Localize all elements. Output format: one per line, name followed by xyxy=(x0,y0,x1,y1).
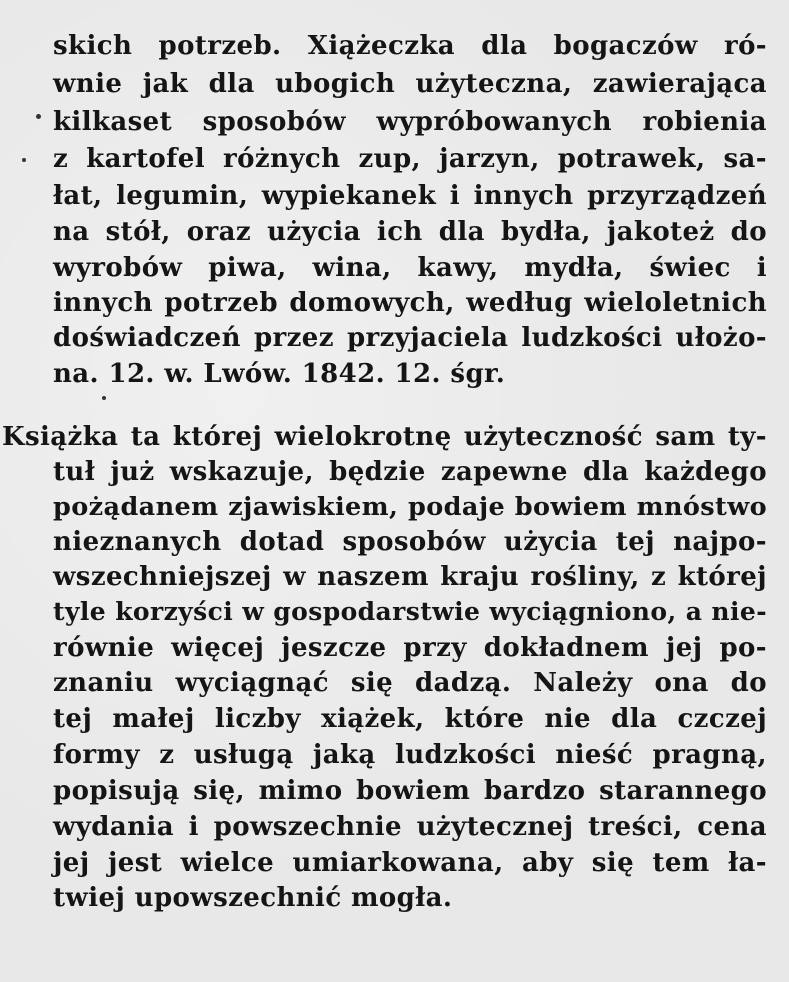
review-line: tuł już wskazuje, będzie zapewne dla każdego xyxy=(53,457,767,487)
review-line: równie więcej jeszcze przy dokładnem jej po- xyxy=(53,633,767,663)
entry-line: wnie jak dla ubogich użyteczna, zawierająca xyxy=(53,69,767,99)
review-line: wydania i powszechnie użytecznej treści, cena xyxy=(53,812,767,842)
ink-speck xyxy=(22,158,26,162)
entry-line: innych potrzeb domowych, według wieloletnich xyxy=(53,288,767,318)
review-line: popisują się, mimo bowiem bardzo starannego xyxy=(53,776,767,806)
entry-line: łat, legumin, wypiekanek i innych przyrządzeń xyxy=(53,181,767,211)
review-line: twiej upowszechnić mogła. xyxy=(53,883,453,913)
entry-line: na stół, oraz użycia ich dla bydła, jakoteż do xyxy=(53,217,767,247)
review-line: tyle korzyści w gospodarstwie wyciągniono, a nie- xyxy=(53,597,767,626)
review-line: jej jest wielce umiarkowana, aby się tem ła- xyxy=(53,848,767,878)
ink-speck xyxy=(102,396,106,400)
entry-line: wyrobów piwa, wina, kawy, mydła, świec i xyxy=(53,253,767,283)
entry-line: skich potrzeb. Xiążeczka dla bogaczów ró- xyxy=(53,31,767,61)
ink-speck xyxy=(36,114,41,119)
entry-line: na. 12. w. Lwów. 1842. 12. śgr. xyxy=(53,359,506,389)
review-line: znaniu wyciągnąć się dadzą. Należy ona do xyxy=(53,668,767,698)
review-line: formy z usługą jaką ludzkości nieść pragną, xyxy=(53,740,767,770)
review-line: pożądanem zjawiskiem, podaje bowiem mnóstwo xyxy=(53,492,767,522)
review-line: wszechniejszej w naszem kraju rośliny, z której xyxy=(53,562,767,592)
entry-line: doświadczeń przez przyjaciela ludzkości ułożo- xyxy=(53,323,767,353)
review-line: Książka ta której wielokrotnę użyteczność sam ty- xyxy=(2,422,767,452)
entry-line: z kartofel różnych zup, jarzyn, potrawek, sa- xyxy=(53,144,767,174)
review-line: tej małej liczby xiążek, które nie dla czczej xyxy=(53,704,767,734)
review-line: nieznanych dotad sposobów użycia tej najpo- xyxy=(53,527,767,557)
entry-line: kilkaset sposobów wypróbowanych robienia xyxy=(53,107,767,137)
